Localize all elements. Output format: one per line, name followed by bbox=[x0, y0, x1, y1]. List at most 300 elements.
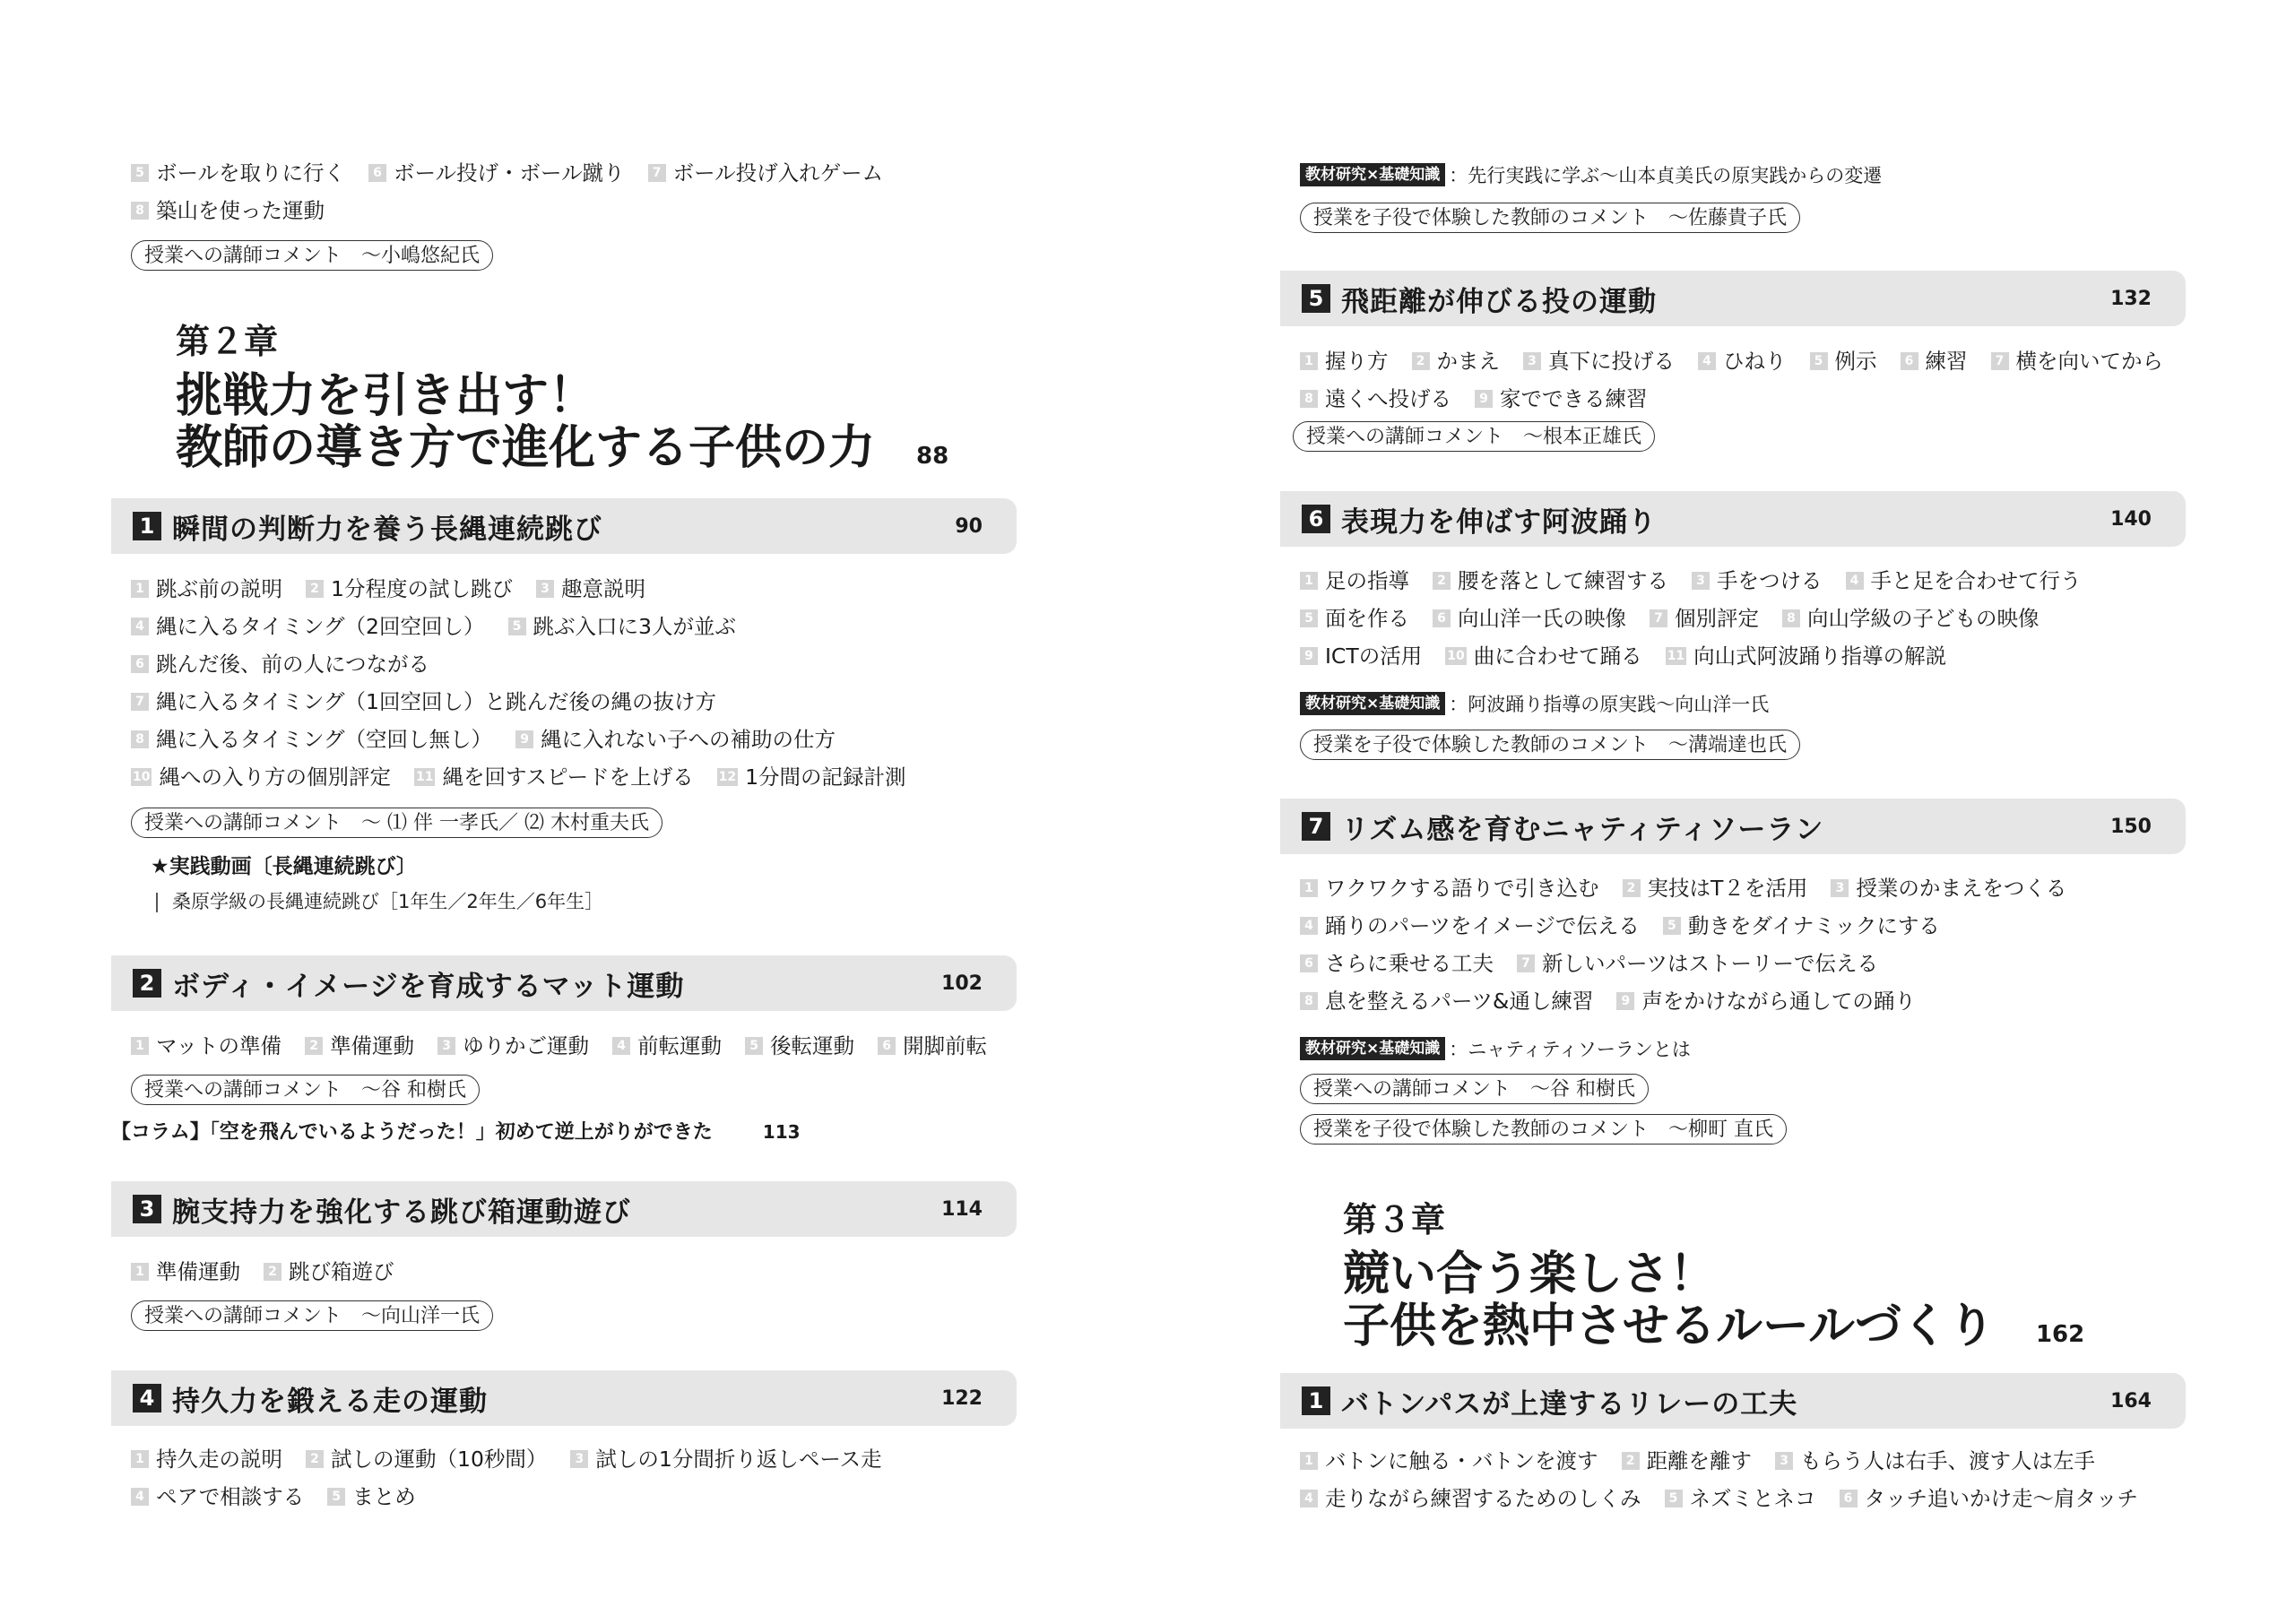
list-item bbox=[878, 1027, 987, 1065]
item-number-badge: 2 bbox=[1412, 352, 1430, 370]
list-item bbox=[1831, 869, 2066, 907]
item-line bbox=[1300, 562, 2105, 600]
column-note-text: 【コラム】「空を飛んでいるようだった！」初めて逆上がりができた bbox=[111, 1121, 713, 1144]
list-item bbox=[131, 1440, 282, 1478]
item-number-badge: 1 bbox=[1300, 879, 1318, 897]
research-note bbox=[1300, 161, 1882, 188]
item-line bbox=[1300, 637, 2105, 675]
item-line bbox=[1300, 1442, 2161, 1480]
item-line bbox=[131, 192, 906, 229]
item-text: 握り方 bbox=[1325, 349, 1389, 374]
list-item bbox=[1846, 562, 2082, 600]
list-item bbox=[368, 154, 625, 192]
list-item bbox=[1300, 945, 1494, 982]
item-text: 走りながら練習するためのしくみ bbox=[1325, 1486, 1641, 1511]
item-number-badge: 2 bbox=[264, 1263, 281, 1281]
list-item bbox=[1650, 600, 1759, 637]
item-text: さらに乗せる工夫 bbox=[1325, 951, 1494, 976]
item-number-badge: 7 bbox=[1991, 352, 2009, 370]
item-text: 縄に入れない子への補助の仕方 bbox=[541, 727, 836, 752]
item-text: 動きをダイナミックにする bbox=[1687, 913, 1940, 938]
item-text: 縄への入り方の個別評定 bbox=[159, 764, 391, 790]
item-list bbox=[131, 1253, 418, 1291]
video-heading: ★実践動画〔長縄連続跳び〕 bbox=[151, 855, 417, 878]
item-number-badge: 12 bbox=[718, 770, 737, 784]
item-number-badge: 8 bbox=[1782, 609, 1800, 627]
research-text: ：阿波踊り指導の原実践～向山洋一氏 bbox=[1449, 694, 1770, 715]
vertical-rule bbox=[156, 893, 158, 912]
item-text: 跳ぶ入口に3人が並ぶ bbox=[533, 614, 736, 639]
item-text: 跳んだ後、前の人につながる bbox=[156, 652, 430, 677]
item-number-badge: 2 bbox=[305, 1037, 323, 1055]
item-number-badge: 3 bbox=[437, 1037, 455, 1055]
list-item bbox=[1616, 982, 1916, 1020]
item-number-badge: 4 bbox=[1300, 1490, 1318, 1507]
item-list bbox=[131, 570, 930, 796]
item-text: 遠くへ投げる bbox=[1325, 386, 1451, 411]
section-number: 2 bbox=[133, 969, 161, 998]
item-list bbox=[131, 1440, 905, 1516]
list-item bbox=[131, 1027, 281, 1065]
list-item bbox=[1810, 342, 1877, 380]
comment-pill: 授業への講師コメント ～根本正雄氏 bbox=[1293, 421, 1655, 452]
list-item bbox=[1698, 342, 1787, 380]
item-text: 声をかけながら通しての踊り bbox=[1641, 989, 1916, 1014]
item-text: 築山を使った運動 bbox=[156, 198, 325, 223]
comment-pill: 授業への講師コメント ～谷 和樹氏 bbox=[1300, 1074, 1649, 1104]
item-number-badge: 11 bbox=[1667, 649, 1685, 663]
item-number-badge: 3 bbox=[536, 580, 554, 598]
item-line bbox=[131, 1478, 905, 1516]
list-item bbox=[1622, 1442, 1753, 1480]
item-text: 個別評定 bbox=[1675, 606, 1759, 631]
item-text: 家でできる練習 bbox=[1500, 386, 1648, 411]
item-number-badge: 3 bbox=[1523, 352, 1541, 370]
item-text: ネズミとネコ bbox=[1689, 1486, 1816, 1511]
chapter-label: 第３章 bbox=[1343, 1199, 1446, 1240]
section-page: 164 bbox=[2110, 1389, 2152, 1412]
list-item bbox=[536, 570, 645, 608]
item-number-badge: 2 bbox=[1433, 572, 1451, 590]
list-item bbox=[612, 1027, 722, 1065]
list-item bbox=[131, 721, 492, 758]
list-item bbox=[131, 608, 485, 645]
item-number-badge: 8 bbox=[1300, 992, 1318, 1010]
item-text: 縄に入るタイミング（1回空回し）と跳んだ後の縄の抜け方 bbox=[156, 689, 717, 714]
list-item bbox=[1692, 562, 1823, 600]
item-text: 手と足を合わせて行う bbox=[1870, 568, 2082, 593]
item-number-badge: 1 bbox=[131, 1263, 149, 1281]
item-list bbox=[1300, 869, 2090, 1020]
item-line bbox=[131, 683, 930, 721]
item-number-badge: 2 bbox=[1622, 1452, 1640, 1470]
list-item bbox=[1782, 600, 2040, 637]
comment-pill: 授業への講師コメント ～小嶋悠紀氏 bbox=[131, 240, 493, 271]
comment-pill: 授業への講師コメント ～ ⑴ 伴 一孝氏／ ⑵ 木村重夫氏 bbox=[131, 808, 663, 838]
list-item bbox=[508, 608, 736, 645]
list-item bbox=[1666, 637, 1946, 675]
section-page: 102 bbox=[941, 972, 983, 995]
item-text: ゆりかご運動 bbox=[463, 1033, 590, 1058]
item-number-badge: 1 bbox=[131, 1450, 149, 1468]
instructor-comment bbox=[131, 1075, 480, 1105]
list-item bbox=[1300, 380, 1451, 418]
section-title: ボディ・イメージを育成するマット運動 bbox=[172, 970, 685, 1003]
section-page: 140 bbox=[2110, 507, 2152, 531]
chapter-title-line2 bbox=[176, 422, 948, 482]
instructor-comment bbox=[131, 240, 493, 271]
list-item bbox=[1300, 982, 1593, 1020]
item-text: 縄を回すスピードを上げる bbox=[442, 764, 694, 790]
chapter-title-line2 bbox=[1343, 1300, 2084, 1361]
item-text: 縄に入るタイミング（2回空回し） bbox=[156, 614, 485, 639]
list-item bbox=[1663, 907, 1940, 945]
comment-pill: 授業を子役で体験した教師のコメント ～佐藤貴子氏 bbox=[1300, 203, 1800, 233]
instructor-comment bbox=[1293, 421, 1655, 452]
item-number-badge: 1 bbox=[131, 1037, 149, 1055]
list-item bbox=[1517, 945, 1878, 982]
item-number-badge: 2 bbox=[306, 1450, 324, 1468]
item-list bbox=[1300, 342, 2187, 418]
item-text: 持久走の説明 bbox=[156, 1447, 282, 1472]
item-number-badge: 5 bbox=[327, 1488, 345, 1506]
comment-pill: 授業を子役で体験した教師のコメント ～溝端達也氏 bbox=[1300, 730, 1800, 760]
list-item bbox=[648, 154, 884, 192]
item-number-badge: 4 bbox=[1846, 572, 1864, 590]
chapter-label: 第２章 bbox=[176, 321, 279, 361]
item-text: ICTの活用 bbox=[1325, 644, 1423, 669]
item-text: 跳び箱遊び bbox=[289, 1259, 394, 1284]
list-item bbox=[131, 1253, 240, 1291]
item-number-badge: 6 bbox=[1840, 1490, 1858, 1507]
list-item bbox=[131, 683, 716, 721]
item-number-badge: 2 bbox=[306, 580, 324, 598]
list-item bbox=[1300, 600, 1409, 637]
list-item bbox=[131, 570, 282, 608]
list-item bbox=[1775, 1442, 2095, 1480]
section-title: 飛距離が伸びる投の運動 bbox=[1341, 285, 1657, 318]
section-number: 3 bbox=[133, 1195, 161, 1223]
item-number-badge: 1 bbox=[1300, 1452, 1318, 1470]
item-text: 実技はT２を活用 bbox=[1647, 876, 1808, 901]
item-number-badge: 5 bbox=[131, 164, 149, 182]
item-line bbox=[131, 570, 930, 608]
list-item bbox=[1665, 1480, 1816, 1517]
section-header[interactable] bbox=[1280, 491, 2186, 547]
section-page: 122 bbox=[941, 1386, 983, 1410]
item-number-badge: 11 bbox=[415, 770, 434, 784]
item-text: 新しいパーツはストーリーで伝える bbox=[1542, 951, 1879, 976]
section-header[interactable] bbox=[1280, 271, 2186, 326]
section-header[interactable] bbox=[1280, 799, 2186, 854]
item-text: 息を整えるパーツ&通し練習 bbox=[1325, 989, 1594, 1014]
section-title: リズム感を育むニャティティソーラン bbox=[1341, 813, 1824, 846]
item-number-badge: 1 bbox=[1300, 352, 1318, 370]
chapter-title-text: 教師の導き方で進化する子供の力 bbox=[176, 420, 876, 475]
item-text: マットの準備 bbox=[156, 1033, 282, 1058]
item-number-badge: 7 bbox=[648, 164, 666, 182]
item-number-badge: 6 bbox=[1433, 609, 1451, 627]
item-number-badge: 2 bbox=[1623, 879, 1641, 897]
item-number-badge: 10 bbox=[1447, 649, 1465, 663]
item-number-badge: 4 bbox=[131, 1488, 149, 1506]
list-item bbox=[306, 570, 513, 608]
item-text: 練習 bbox=[1925, 349, 1968, 374]
list-item bbox=[131, 758, 391, 796]
list-item bbox=[1412, 342, 1501, 380]
item-text: ワクワクする語りで引き込む bbox=[1325, 876, 1599, 901]
item-text: 準備運動 bbox=[156, 1259, 240, 1284]
item-number-badge: 3 bbox=[1775, 1452, 1793, 1470]
list-item bbox=[515, 721, 836, 758]
list-item bbox=[1901, 342, 1968, 380]
item-text: 向山学級の子どもの映像 bbox=[1807, 606, 2040, 631]
list-item bbox=[327, 1478, 416, 1516]
section-title: バトンパスが上達するリレーの工夫 bbox=[1341, 1387, 1798, 1421]
item-text: ボール投げ入れゲーム bbox=[672, 160, 884, 186]
section-header[interactable] bbox=[111, 498, 1017, 554]
item-line bbox=[1300, 342, 2187, 380]
item-line bbox=[131, 1027, 1010, 1065]
list-item bbox=[1445, 637, 1641, 675]
list-item bbox=[1433, 600, 1626, 637]
section-page: 90 bbox=[955, 514, 983, 538]
section-header[interactable] bbox=[111, 1181, 1017, 1237]
item-line bbox=[131, 645, 930, 683]
item-text: 向山式阿波踊り指導の解説 bbox=[1693, 644, 1947, 669]
chapter-title-line1: 挑戦力を引き出す！ bbox=[176, 368, 596, 423]
research-note bbox=[1300, 690, 1769, 717]
item-text: 面を作る bbox=[1325, 606, 1409, 631]
list-item bbox=[1840, 1480, 2139, 1517]
item-line bbox=[1300, 869, 2090, 907]
item-text: 跳ぶ前の説明 bbox=[156, 576, 282, 601]
item-text: ボールを取りに行く bbox=[156, 160, 346, 186]
item-text: 手をつける bbox=[1717, 568, 1823, 593]
instructor-comment bbox=[1300, 1074, 1649, 1104]
item-text: 開脚前転 bbox=[903, 1033, 988, 1058]
list-item bbox=[264, 1253, 394, 1291]
item-line bbox=[131, 1440, 905, 1478]
item-text: 曲に合わせて踊る bbox=[1473, 644, 1642, 669]
list-item bbox=[1300, 1442, 1598, 1480]
item-number-badge: 5 bbox=[745, 1037, 763, 1055]
item-number-badge: 9 bbox=[1300, 647, 1318, 665]
item-number-badge: 8 bbox=[131, 202, 149, 220]
item-line bbox=[131, 154, 906, 192]
item-text: 後転運動 bbox=[770, 1033, 855, 1058]
item-text: 授業のかまえをつくる bbox=[1856, 876, 2067, 901]
section-title: 腕支持力を強化する跳び箱運動遊び bbox=[172, 1196, 631, 1229]
list-item bbox=[717, 758, 906, 796]
item-number-badge: 3 bbox=[570, 1450, 588, 1468]
item-text: 1分間の記録計測 bbox=[745, 764, 906, 790]
item-text: バトンに触る・バトンを渡す bbox=[1325, 1448, 1598, 1473]
research-note bbox=[1300, 1035, 1691, 1062]
section-page: 114 bbox=[941, 1197, 983, 1221]
instructor-comment bbox=[131, 808, 663, 838]
list-item bbox=[1623, 869, 1808, 907]
column-note bbox=[111, 1117, 801, 1145]
item-number-badge: 6 bbox=[131, 655, 149, 673]
research-tag: 教材研究×基礎知識 bbox=[1300, 692, 1445, 715]
item-number-badge: 5 bbox=[1663, 917, 1681, 935]
item-number-badge: 3 bbox=[1831, 879, 1849, 897]
item-text: 距離を離す bbox=[1646, 1448, 1753, 1473]
item-text: 踊りのパーツをイメージで伝える bbox=[1325, 913, 1640, 938]
item-text: 縄に入るタイミング（空回し無し） bbox=[156, 727, 493, 752]
section-title: 表現力を伸ばす阿波踊り bbox=[1341, 505, 1657, 539]
item-line bbox=[1300, 600, 2105, 637]
section-header[interactable] bbox=[111, 1370, 1017, 1426]
list-item bbox=[305, 1027, 414, 1065]
list-item bbox=[1300, 342, 1389, 380]
comment-pill: 授業を子役で体験した教師のコメント ～柳町 直氏 bbox=[1300, 1114, 1787, 1145]
item-text: 真下に投げる bbox=[1548, 349, 1675, 374]
item-text: 前転運動 bbox=[637, 1033, 723, 1058]
item-text: 足の指導 bbox=[1325, 568, 1409, 593]
item-number-badge: 8 bbox=[131, 730, 149, 748]
item-number-badge: 3 bbox=[1692, 572, 1710, 590]
chapter-title-line1: 競い合う楽しさ！ bbox=[1343, 1247, 1717, 1301]
list-item bbox=[1300, 907, 1640, 945]
item-text: まとめ bbox=[352, 1484, 416, 1509]
item-number-badge: 5 bbox=[1665, 1490, 1683, 1507]
item-line bbox=[131, 758, 930, 796]
list-item bbox=[1475, 380, 1648, 418]
item-list bbox=[1300, 1442, 2161, 1517]
research-tag: 教材研究×基礎知識 bbox=[1300, 1037, 1445, 1060]
research-text: ：ニャティティソーランとは bbox=[1449, 1039, 1691, 1060]
list-item bbox=[1523, 342, 1675, 380]
list-item bbox=[131, 154, 345, 192]
comment-pill: 授業への講師コメント ～谷 和樹氏 bbox=[131, 1075, 480, 1105]
item-number-badge: 1 bbox=[131, 580, 149, 598]
section-number: 5 bbox=[1302, 284, 1330, 313]
item-number-badge: 6 bbox=[1300, 955, 1318, 972]
list-item bbox=[414, 758, 694, 796]
list-item bbox=[570, 1440, 881, 1478]
item-number-badge: 4 bbox=[1698, 352, 1716, 370]
chapter-heading bbox=[1343, 1192, 2084, 1361]
list-item bbox=[1300, 562, 1409, 600]
list-item bbox=[131, 645, 429, 683]
item-number-badge: 6 bbox=[1901, 352, 1918, 370]
chapter-heading bbox=[176, 314, 948, 482]
item-line bbox=[1300, 945, 2090, 982]
list-item bbox=[131, 192, 325, 229]
section-title: 持久力を鍛える走の運動 bbox=[172, 1385, 488, 1418]
chapter-page: 88 bbox=[916, 443, 949, 470]
item-line bbox=[131, 1253, 418, 1291]
chapter-page: 162 bbox=[2035, 1321, 2085, 1348]
list-item bbox=[1433, 562, 1668, 600]
chapter-title-text: 子供を熱中させるルールづくり bbox=[1343, 1299, 1995, 1353]
item-number-badge: 7 bbox=[1517, 955, 1535, 972]
item-text: もらう人は右手、渡す人は左手 bbox=[1800, 1448, 2096, 1473]
teacher-comment bbox=[1300, 203, 1800, 233]
list-item bbox=[1300, 1480, 1641, 1517]
item-list bbox=[131, 154, 906, 229]
item-number-badge: 9 bbox=[1616, 992, 1634, 1010]
teacher-comment bbox=[1300, 1114, 1787, 1145]
item-text: 腰を落として練習する bbox=[1458, 568, 1668, 593]
list-item bbox=[437, 1027, 589, 1065]
item-number-badge: 5 bbox=[508, 618, 526, 635]
item-line bbox=[1300, 982, 2090, 1020]
section-number: 1 bbox=[133, 512, 161, 540]
research-text: ：先行実践に学ぶ～山本貞美氏の原実践からの変遷 bbox=[1449, 165, 1883, 186]
item-number-badge: 8 bbox=[1300, 390, 1318, 408]
item-number-badge: 7 bbox=[131, 693, 149, 711]
item-text: ペアで相談する bbox=[156, 1484, 305, 1509]
list-item bbox=[1991, 342, 2164, 380]
item-line bbox=[131, 608, 930, 645]
list-item bbox=[745, 1027, 854, 1065]
section-number: 6 bbox=[1302, 505, 1330, 533]
item-number-badge: 1 bbox=[1300, 572, 1318, 590]
item-text: 横を向いてから bbox=[2015, 349, 2163, 374]
video-description bbox=[152, 887, 603, 914]
item-number-badge: 7 bbox=[1650, 609, 1667, 627]
video-description-text: 桑原学級の長縄連続跳び［1年生／2年生／6年生］ bbox=[172, 891, 604, 912]
item-text: かまえ bbox=[1436, 349, 1500, 374]
section-number: 1 bbox=[1302, 1386, 1330, 1415]
item-text: ひねり bbox=[1723, 349, 1787, 374]
item-line bbox=[1300, 1480, 2161, 1517]
item-text: 例示 bbox=[1834, 349, 1877, 374]
item-number-badge: 4 bbox=[612, 1037, 630, 1055]
list-item bbox=[131, 1478, 304, 1516]
item-number-badge: 9 bbox=[1475, 390, 1493, 408]
item-text: 趣意説明 bbox=[560, 576, 645, 601]
comment-pill: 授業への講師コメント ～向山洋一氏 bbox=[131, 1300, 493, 1331]
item-number-badge: 10 bbox=[133, 770, 151, 784]
item-number-badge: 9 bbox=[515, 730, 533, 748]
item-text: 向山洋一氏の映像 bbox=[1458, 606, 1626, 631]
column-note-page: 113 bbox=[762, 1121, 801, 1143]
item-line bbox=[131, 721, 930, 758]
item-number-badge: 6 bbox=[368, 164, 386, 182]
section-title: 瞬間の判断力を養う長縄連続跳び bbox=[172, 513, 602, 546]
item-number-badge: 4 bbox=[1300, 917, 1318, 935]
item-number-badge: 6 bbox=[878, 1037, 896, 1055]
section-header[interactable] bbox=[1280, 1373, 2186, 1429]
item-text: 試しの運動（10秒間） bbox=[331, 1447, 548, 1472]
section-header[interactable] bbox=[111, 955, 1017, 1011]
item-list bbox=[1300, 562, 2105, 675]
item-text: ボール投げ・ボール蹴り bbox=[394, 160, 625, 186]
item-text: タッチ追いかけ走～肩タッチ bbox=[1864, 1486, 2138, 1511]
item-text: 1分程度の試し跳び bbox=[331, 576, 513, 601]
item-number-badge: 5 bbox=[1300, 609, 1318, 627]
item-number-badge: 4 bbox=[131, 618, 149, 635]
list-item bbox=[1300, 637, 1422, 675]
list-item bbox=[306, 1440, 547, 1478]
instructor-comment bbox=[131, 1300, 493, 1331]
section-number: 7 bbox=[1302, 812, 1330, 841]
item-text: 試しの1分間折り返しペース走 bbox=[595, 1447, 882, 1472]
item-list bbox=[131, 1027, 1010, 1065]
teacher-comment bbox=[1300, 730, 1800, 760]
section-page: 132 bbox=[2110, 287, 2152, 310]
item-number-badge: 5 bbox=[1810, 352, 1828, 370]
section-number: 4 bbox=[133, 1384, 161, 1412]
item-line bbox=[1300, 907, 2090, 945]
section-page: 150 bbox=[2110, 815, 2152, 838]
list-item bbox=[1300, 869, 1599, 907]
item-line bbox=[1300, 380, 2187, 418]
